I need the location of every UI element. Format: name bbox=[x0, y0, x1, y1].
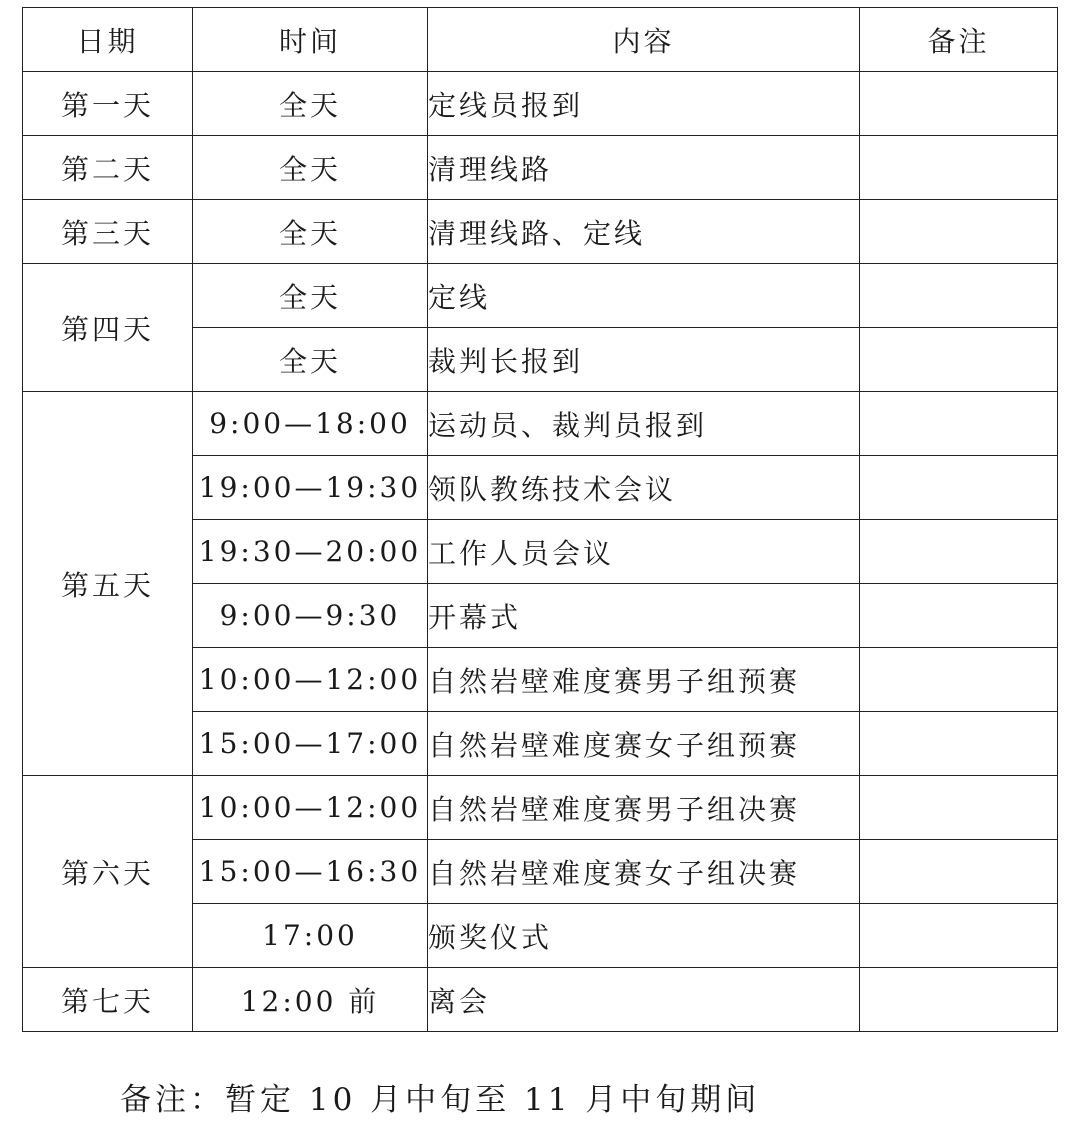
content-cell: 领队教练技术会议 bbox=[428, 456, 860, 520]
day-cell: 第四天 bbox=[23, 264, 193, 392]
time-cell: 9:00—9:30 bbox=[193, 584, 428, 648]
day-cell: 第六天 bbox=[23, 776, 193, 968]
day-cell: 第一天 bbox=[23, 72, 193, 136]
time-cell: 17:00 bbox=[193, 904, 428, 968]
note-cell bbox=[860, 904, 1058, 968]
content-cell: 清理线路、定线 bbox=[428, 200, 860, 264]
header-content: 内容 bbox=[428, 8, 860, 72]
footnote: 备注：暂定 10 月中旬至 11 月中旬期间 bbox=[120, 1082, 761, 1118]
table-row bbox=[23, 200, 1058, 264]
time-cell: 全天 bbox=[193, 328, 428, 392]
note-cell bbox=[860, 392, 1058, 456]
content-cell: 自然岩壁难度赛女子组决赛 bbox=[428, 840, 860, 904]
table-row bbox=[23, 72, 1058, 136]
content-cell: 离会 bbox=[428, 968, 860, 1032]
time-cell: 10:00—12:00 bbox=[193, 648, 428, 712]
content-cell: 清理线路 bbox=[428, 136, 860, 200]
note-cell bbox=[860, 840, 1058, 904]
day-cell: 第五天 bbox=[23, 392, 193, 776]
time-cell: 全天 bbox=[193, 136, 428, 200]
content-cell: 定线员报到 bbox=[428, 72, 860, 136]
day-cell: 第二天 bbox=[23, 136, 193, 200]
table-row bbox=[23, 968, 1058, 1032]
note-cell bbox=[860, 72, 1058, 136]
time-cell: 12:00 前 bbox=[193, 968, 428, 1032]
content-cell: 工作人员会议 bbox=[428, 520, 860, 584]
time-cell: 19:00—19:30 bbox=[193, 456, 428, 520]
header-time: 时间 bbox=[193, 8, 428, 72]
time-cell: 全天 bbox=[193, 72, 428, 136]
note-cell bbox=[860, 712, 1058, 776]
day-cell: 第七天 bbox=[23, 968, 193, 1032]
time-cell: 全天 bbox=[193, 200, 428, 264]
note-cell bbox=[860, 456, 1058, 520]
content-cell: 自然岩壁难度赛男子组预赛 bbox=[428, 648, 860, 712]
time-cell: 10:00—12:00 bbox=[193, 776, 428, 840]
schedule-table bbox=[22, 7, 1058, 1032]
table-row bbox=[23, 392, 1058, 456]
content-cell: 开幕式 bbox=[428, 584, 860, 648]
note-cell bbox=[860, 264, 1058, 328]
note-cell bbox=[860, 584, 1058, 648]
table-row bbox=[23, 776, 1058, 840]
content-cell: 运动员、裁判员报到 bbox=[428, 392, 860, 456]
content-cell: 自然岩壁难度赛女子组预赛 bbox=[428, 712, 860, 776]
note-cell bbox=[860, 648, 1058, 712]
schedule-body bbox=[23, 72, 1058, 1032]
header-row bbox=[23, 8, 1058, 72]
time-cell: 19:30—20:00 bbox=[193, 520, 428, 584]
note-cell bbox=[860, 968, 1058, 1032]
note-cell bbox=[860, 136, 1058, 200]
header-date: 日期 bbox=[23, 8, 193, 72]
time-cell: 15:00—16:30 bbox=[193, 840, 428, 904]
note-cell bbox=[860, 776, 1058, 840]
content-cell: 裁判长报到 bbox=[428, 328, 860, 392]
note-cell bbox=[860, 328, 1058, 392]
header-note: 备注 bbox=[860, 8, 1058, 72]
day-cell: 第三天 bbox=[23, 200, 193, 264]
note-cell bbox=[860, 520, 1058, 584]
content-cell: 颁奖仪式 bbox=[428, 904, 860, 968]
time-cell: 9:00—18:00 bbox=[193, 392, 428, 456]
table-row bbox=[23, 136, 1058, 200]
table-row bbox=[23, 264, 1058, 328]
time-cell: 全天 bbox=[193, 264, 428, 328]
content-cell: 定线 bbox=[428, 264, 860, 328]
content-cell: 自然岩壁难度赛男子组决赛 bbox=[428, 776, 860, 840]
note-cell bbox=[860, 200, 1058, 264]
time-cell: 15:00—17:00 bbox=[193, 712, 428, 776]
